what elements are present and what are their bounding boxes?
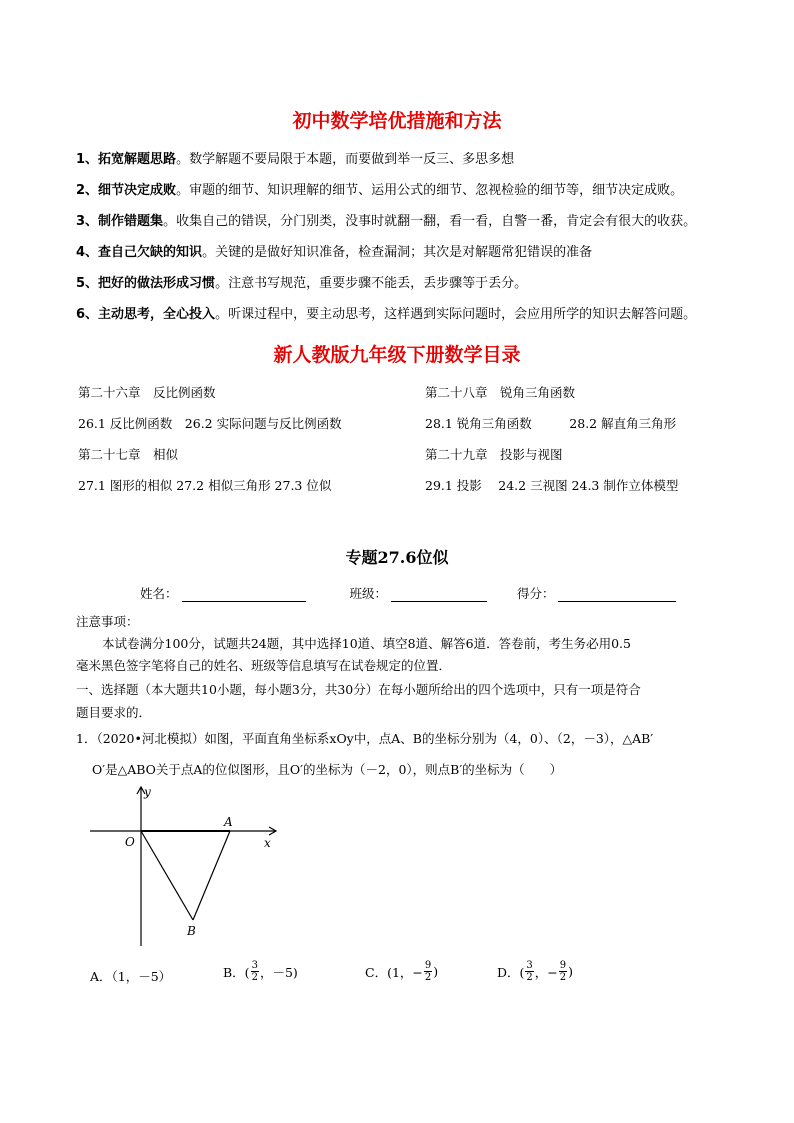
tip-text: 。关键的是做好知识准备，检查漏洞；其次是对解题常犯错误的准备 — [202, 245, 593, 260]
denominator: 2 — [251, 972, 258, 983]
tip-number: 1、 — [76, 152, 99, 167]
option-c[interactable] — [365, 960, 438, 983]
name-blank[interactable] — [182, 589, 306, 602]
option-b-text: B．( — [223, 964, 250, 980]
class-label: 班级： — [349, 586, 387, 601]
tip-number: 2、 — [76, 183, 99, 198]
tip-item — [76, 148, 514, 167]
toc-chapter: 第二十九章 投影与视图 — [425, 447, 563, 462]
denominator: 2 — [424, 972, 432, 983]
exam-title: 专题27.6位似 — [345, 548, 449, 567]
tip-text: 。审题的细节、知识理解的细节、运用公式的细节、忽视检验的细节等，细节决定成败。 — [176, 183, 684, 198]
tip-item — [76, 272, 527, 291]
option-d-text: ，− — [534, 964, 558, 980]
notice-text: 毫米黑色签字笔将自己的姓名、班级等信息填写在试卷规定的位置． — [76, 658, 452, 673]
option-c-text: C．(1，− — [365, 964, 423, 980]
tip-text: 。数学解题不要局限于本题，而要做到举一反三、多思多想 — [176, 152, 515, 167]
question-text: 1．（2020•河北模拟）如图，平面直角坐标系xOy中，点A、B的坐标分别为（4，0）、（2，－3），△AB′ — [76, 731, 654, 746]
denominator: 2 — [559, 972, 567, 983]
segment-ab — [193, 831, 230, 920]
tip-number: 5、 — [76, 276, 99, 291]
numerator: 3 — [526, 960, 533, 971]
score-label: 得分： — [516, 586, 555, 601]
toc-sections: 29.1 投影 24.2 三视图 24.3 制作立体模型 — [425, 478, 679, 493]
x-label: x — [264, 836, 271, 850]
y-label: y — [144, 785, 151, 799]
tip-heading: 细节决定成败 — [98, 183, 177, 198]
tip-text: 。收集自己的错误，分门别类，没事时就翻一翻，看一看，自警一番，肯定会有很大的收获。 — [163, 214, 697, 229]
toc-sections: 28.1 锐角三角函数 28.2 解直角三角形 — [425, 416, 677, 431]
toc-sections: 27.1 图形的相似 27.2 相似三角形 27.3 位似 — [78, 478, 332, 493]
numerator: 9 — [559, 960, 567, 971]
notice-title: 注意事项： — [76, 614, 139, 629]
student-info-row — [140, 584, 676, 602]
page-title: 初中数学培优措施和方法 — [292, 110, 502, 132]
option-b-text: ，－5) — [259, 964, 298, 980]
segment-ob — [141, 831, 193, 920]
origin-label: O — [125, 835, 135, 849]
fraction — [559, 960, 567, 983]
tip-text: 。注意书写规范，重要步骤不能丢，丢步骤等于丢分。 — [215, 276, 528, 291]
numerator: 9 — [424, 960, 432, 971]
option-d-text: D．( — [497, 964, 525, 980]
tip-heading: 把好的做法形成习惯 — [98, 276, 216, 291]
tip-heading: 制作错题集 — [98, 214, 164, 229]
tip-heading: 查自己欠缺的知识 — [98, 245, 203, 260]
notice-text: 本试卷满分100分，试题共24题，其中选择10道、填空8道、解答6道．答卷前，考生务必用0.5 — [102, 636, 631, 651]
section-heading: 一、选择题（本大题共10小题，每小题3分，共30分）在每小题所给出的四个选项中，只有一项是符合 — [76, 682, 641, 697]
coordinate-figure — [84, 784, 284, 950]
toc-chapter: 第二十六章 反比例函数 — [78, 385, 216, 400]
tip-item — [76, 210, 696, 229]
fraction — [424, 960, 432, 983]
tip-number: 6、 — [76, 307, 99, 322]
tip-number: 3、 — [76, 214, 99, 229]
score-blank[interactable] — [558, 589, 676, 602]
tip-item — [76, 179, 683, 198]
option-b[interactable] — [223, 960, 298, 983]
section-heading: 题目要求的． — [76, 705, 152, 720]
point-b-label: B — [187, 924, 196, 938]
tip-item — [76, 303, 696, 322]
toc-sections: 26.1 反比例函数 26.2 实际问题与反比例函数 — [78, 416, 342, 431]
numerator: 3 — [251, 960, 258, 971]
denominator: 2 — [526, 972, 533, 983]
tip-heading: 主动思考，全心投入 — [98, 307, 216, 322]
fraction — [525, 960, 533, 983]
fraction — [251, 960, 259, 983]
tip-item — [76, 241, 592, 260]
toc-chapter: 第二十七章 相似 — [78, 447, 179, 462]
class-blank[interactable] — [391, 589, 487, 602]
option-d[interactable] — [497, 960, 573, 983]
option-a[interactable]: A．（1，－5） — [90, 969, 172, 984]
tip-text: 。听课过程中，要主动思考，这样遇到实际问题时，会应用所学的知识去解答问题。 — [215, 307, 697, 322]
tip-number: 4、 — [76, 245, 99, 260]
option-d-text: ) — [568, 964, 574, 979]
tip-heading: 拓宽解题思路 — [98, 152, 177, 167]
name-label: 姓名： — [140, 586, 178, 601]
toc-title: 新人教版九年级下册数学目录 — [273, 344, 521, 366]
point-a-label: A — [224, 815, 233, 829]
question-text: O′是△ABO关于点A的位似图形，且O′的坐标为（－2，0），则点B′的坐标为（ ） — [92, 762, 563, 777]
toc-chapter: 第二十八章 锐角三角函数 — [425, 385, 576, 400]
option-c-text: ) — [433, 964, 439, 979]
